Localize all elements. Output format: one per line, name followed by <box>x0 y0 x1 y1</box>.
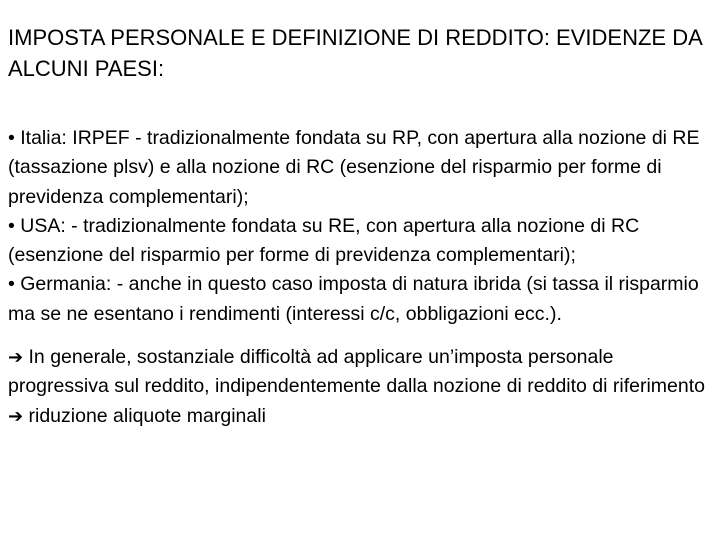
paragraph-spacer <box>8 329 708 343</box>
bullet-usa: • USA: - tradizionalmente fondata su RE, con apertura alla nozione di RC (esenzione del risparmio per forme di previdenza complementari); <box>8 214 640 267</box>
conclusion-paragraph <box>8 343 708 431</box>
slide-title: IMPOSTA PERSONALE E DEFINIZIONE DI REDDITO: EVIDENZE DA ALCUNI PAESI: <box>8 25 702 81</box>
arrow-right-icon: ➔ <box>8 347 24 369</box>
bullet-italia: • Italia: IRPEF - tradizionalmente fondata su RP, con apertura alla nozione di RE (tassazione plsv) e alla nozione di RC (esenzione del risparmio per forme di previdenza complementari); <box>8 127 700 208</box>
conclusion-text-part1: In generale, sostanziale difficoltà ad applicare un’imposta personale progressiva sul reddito, indipendentemente dalla nozione di reddito di riferimento <box>8 346 706 398</box>
slide-body <box>8 124 708 431</box>
arrow-right-icon: ➔ <box>8 405 24 427</box>
conclusion-text-part2: riduzione aliquote marginali <box>23 404 266 427</box>
bullet-germania: • Germania: - anche in questo caso imposta di natura ibrida (si tassa il risparmio ma se ne esentano i rendimenti (interessi c/c, obbligazioni ecc.). <box>8 273 699 325</box>
